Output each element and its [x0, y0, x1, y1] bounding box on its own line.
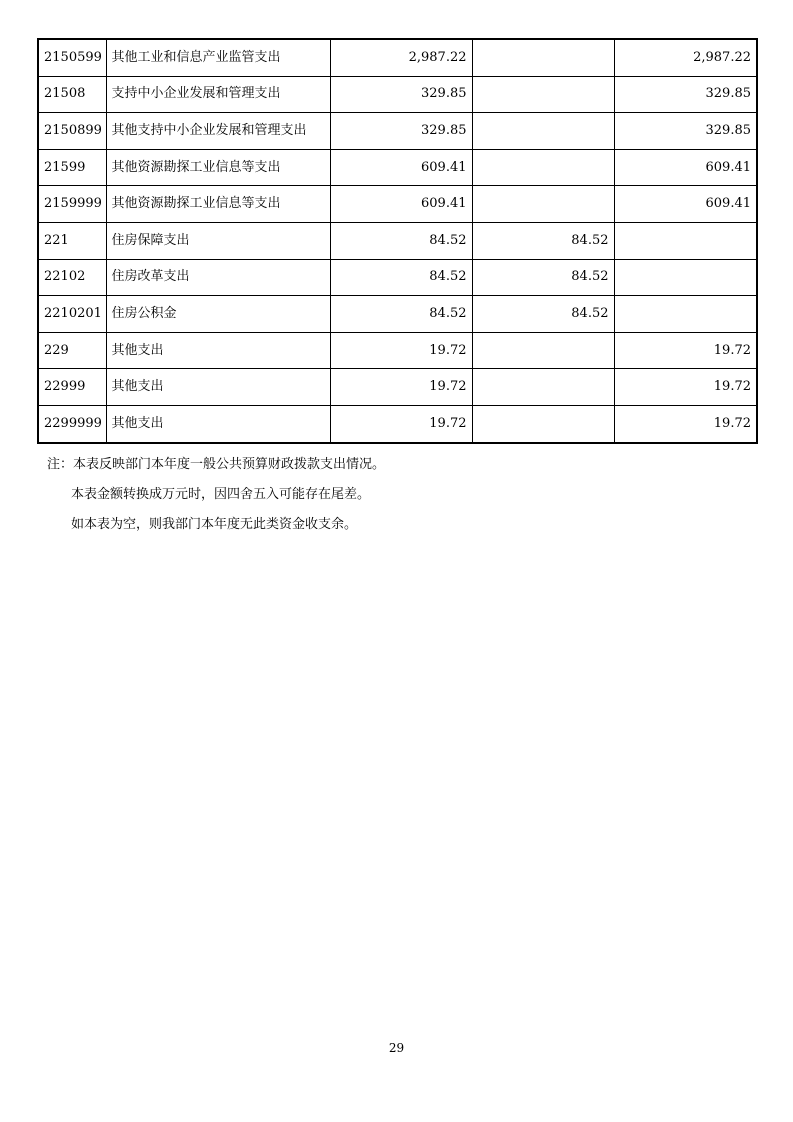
table-row: [38, 369, 757, 406]
subject-code-cell: 21599: [38, 149, 106, 186]
table-row: [38, 332, 757, 369]
subject-code-cell: 22102: [38, 259, 106, 296]
note-line: 如本表为空，则我部门本年度无此类资金收支余。: [71, 517, 358, 532]
subject-code-cell: 2150599: [38, 39, 106, 76]
basic-expenditure-cell: 84.52: [472, 259, 614, 296]
subject-name-cell: 其他资源勘探工业信息等支出: [106, 186, 330, 223]
subject-name-cell: 其他资源勘探工业信息等支出: [106, 149, 330, 186]
table-row: [38, 186, 757, 223]
expenditure-table: [37, 38, 758, 444]
basic-expenditure-cell: [472, 113, 614, 150]
subject-name-cell: 其他支持中小企业发展和管理支出: [106, 113, 330, 150]
total-cell: 19.72: [330, 405, 472, 442]
note-line: 注：本表反映部门本年度一般公共预算财政拨款支出情况。: [47, 457, 386, 472]
subject-code-cell: 21508: [38, 76, 106, 113]
project-expenditure-cell: 609.41: [614, 186, 757, 223]
basic-expenditure-cell: [472, 186, 614, 223]
total-cell: 19.72: [330, 369, 472, 406]
project-expenditure-cell: 2,987.22: [614, 39, 757, 76]
total-cell: 84.52: [330, 296, 472, 333]
total-cell: 84.52: [330, 259, 472, 296]
basic-expenditure-cell: [472, 405, 614, 442]
total-cell: 609.41: [330, 186, 472, 223]
basic-expenditure-cell: 84.52: [472, 296, 614, 333]
subject-name-cell: 其他支出: [106, 405, 330, 442]
total-cell: 329.85: [330, 76, 472, 113]
subject-name-cell: 住房保障支出: [106, 222, 330, 259]
project-expenditure-cell: 609.41: [614, 149, 757, 186]
basic-expenditure-cell: [472, 332, 614, 369]
total-cell: 329.85: [330, 113, 472, 150]
project-expenditure-cell: 19.72: [614, 369, 757, 406]
total-cell: 2,987.22: [330, 39, 472, 76]
subject-code-cell: 22999: [38, 369, 106, 406]
table-row: [38, 39, 757, 76]
subject-name-cell: 住房公积金: [106, 296, 330, 333]
basic-expenditure-cell: [472, 76, 614, 113]
subject-name-cell: 住房改革支出: [106, 259, 330, 296]
project-expenditure-cell: 19.72: [614, 405, 757, 442]
subject-name-cell: 其他支出: [106, 369, 330, 406]
project-expenditure-cell: 329.85: [614, 113, 757, 150]
table-notes: [47, 450, 385, 540]
table-row: [38, 149, 757, 186]
table-row: [38, 405, 757, 442]
project-expenditure-cell: 19.72: [614, 332, 757, 369]
table-row: [38, 113, 757, 150]
subject-code-cell: 229: [38, 332, 106, 369]
total-cell: 19.72: [330, 332, 472, 369]
subject-name-cell: 支持中小企业发展和管理支出: [106, 76, 330, 113]
subject-code-cell: 221: [38, 222, 106, 259]
project-expenditure-cell: [614, 222, 757, 259]
table-row: [38, 259, 757, 296]
subject-code-cell: 2299999: [38, 405, 106, 442]
table-row: [38, 76, 757, 113]
project-expenditure-cell: [614, 296, 757, 333]
basic-expenditure-cell: [472, 39, 614, 76]
table-row: [38, 222, 757, 259]
basic-expenditure-cell: [472, 369, 614, 406]
project-expenditure-cell: [614, 259, 757, 296]
page-number: 29: [388, 1041, 405, 1055]
project-expenditure-cell: 329.85: [614, 76, 757, 113]
subject-code-cell: 2150899: [38, 113, 106, 150]
subject-code-cell: 2210201: [38, 296, 106, 333]
subject-name-cell: 其他支出: [106, 332, 330, 369]
subject-code-cell: 2159999: [38, 186, 106, 223]
table-row: [38, 296, 757, 333]
basic-expenditure-cell: 84.52: [472, 222, 614, 259]
note-line: 本表金额转换成万元时，因四舍五入可能存在尾差。: [71, 487, 371, 502]
subject-name-cell: 其他工业和信息产业监管支出: [106, 39, 330, 76]
total-cell: 84.52: [330, 222, 472, 259]
total-cell: 609.41: [330, 149, 472, 186]
basic-expenditure-cell: [472, 149, 614, 186]
expenditure-table-body: [38, 39, 757, 443]
